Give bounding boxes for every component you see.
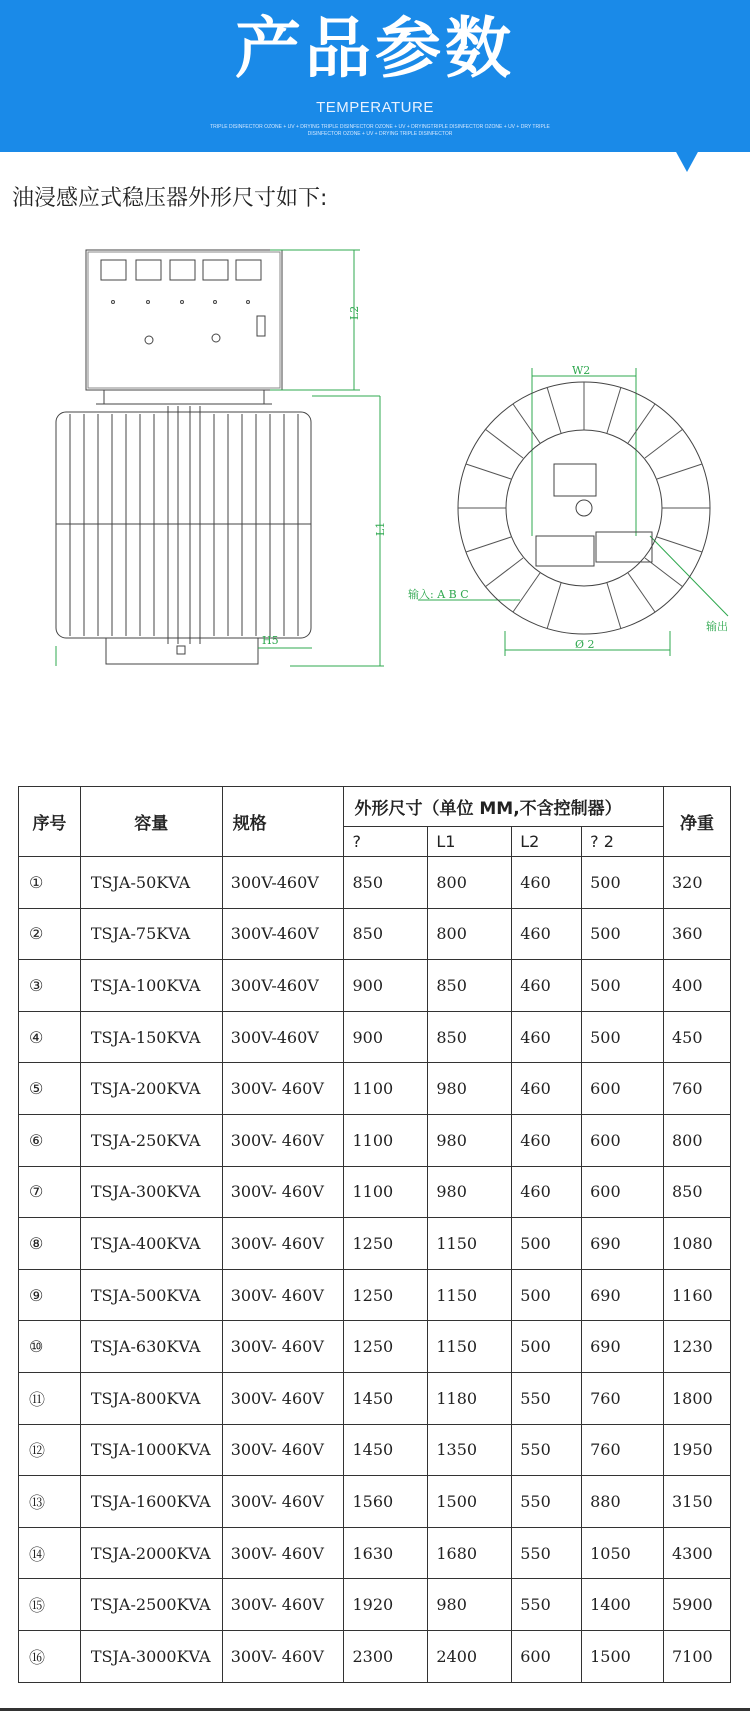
meter-2 <box>136 260 161 280</box>
table-row: ⑭ TSJA-2000KVA 300V- 460V 1630 1680 550 1050 4300 <box>19 1527 731 1579</box>
page-title: 产品参数 <box>235 10 515 87</box>
intro-text: 油浸感应式稳压器外形尺寸如下: <box>12 186 328 211</box>
table-row: ⑨ TSJA-500KVA 300V- 460V 1250 1150 500 690 1160 <box>19 1269 731 1321</box>
subheader-l1: L1 <box>428 827 512 857</box>
page-subtitle: TEMPERATURE <box>316 99 434 116</box>
terminal-block-left <box>536 536 594 566</box>
table-row: ⑧ TSJA-400KVA 300V- 460V 1250 1150 500 690 1080 <box>19 1218 731 1270</box>
cabinet-handle <box>257 316 265 336</box>
banner-tagline: TRIPLE DISINFECTOR OZONE + UV + DRYING TRIPLE DISINFECTOR OZONE + UV + DRYINGTRIPLE DISINFECTOR OZONE + UV + DRY TRIPLE DISINFECTOR OZONE + UV + DRYING TRIPLE DISINFECTOR <box>210 124 550 137</box>
meter-4 <box>203 260 228 280</box>
dimension-drawing <box>0 236 750 736</box>
header-no: 序号 <box>19 787 81 857</box>
radial-fins <box>458 382 710 629</box>
label-input: 输入: A B C <box>408 588 469 601</box>
header-capacity: 容量 <box>80 787 222 857</box>
control-cabinet <box>86 250 282 390</box>
subheader-l2: L2 <box>512 827 582 857</box>
table-row: ⑩ TSJA-630KVA 300V- 460V 1250 1150 500 690 1230 <box>19 1321 731 1373</box>
table-row: ⑦ TSJA-300KVA 300V- 460V 1100 980 460 600 850 <box>19 1166 731 1218</box>
table-row: ① TSJA-50KVA 300V-460V 850 800 460 500 320 <box>19 857 731 909</box>
label-l1: L1 <box>374 521 387 536</box>
subheader-diameter: ? <box>344 827 428 857</box>
table-row: ③ TSJA-100KVA 300V-460V 900 850 460 500 400 <box>19 960 731 1012</box>
indicator-4 <box>214 301 217 304</box>
table-row: ⑫ TSJA-1000KVA 300V- 460V 1450 1350 550 760 1950 <box>19 1424 731 1476</box>
table-row: ⑬ TSJA-1600KVA 300V- 460V 1560 1500 550 880 3150 <box>19 1476 731 1528</box>
terminal-block-right <box>596 532 652 562</box>
indicator-1 <box>112 301 115 304</box>
step-up-knob <box>145 336 153 344</box>
table-row: ⑮ TSJA-2500KVA 300V- 460V 1920 980 550 1400 5900 <box>19 1579 731 1631</box>
transformer-body <box>56 406 311 644</box>
transformer-base <box>106 638 258 664</box>
indicator-2 <box>147 301 150 304</box>
subheader-diameter-2: ? 2 <box>582 827 664 857</box>
table-row: ② TSJA-75KVA 300V-460V 850 800 460 500 360 <box>19 908 731 960</box>
indicator-3 <box>181 301 184 304</box>
base-nameplate <box>177 646 185 654</box>
meter-5 <box>236 260 261 280</box>
motor-block <box>554 464 596 496</box>
meter-panel <box>101 260 261 280</box>
meter-3 <box>170 260 195 280</box>
table-row: ⑪ TSJA-800KVA 300V- 460V 1450 1180 550 760 1800 <box>19 1372 731 1424</box>
header-banner <box>0 0 750 152</box>
header-weight: 净重 <box>664 787 731 857</box>
step-down-knob <box>212 334 220 342</box>
label-phi2: Ø 2 <box>575 638 595 651</box>
spec-table <box>18 786 731 1683</box>
table-row: ⑤ TSJA-200KVA 300V- 460V 1100 980 460 600 760 <box>19 1063 731 1115</box>
label-w2: W2 <box>572 364 591 377</box>
header-spec: 规格 <box>222 787 344 857</box>
label-l2: L2 <box>348 305 361 320</box>
table-row: ⑯ TSJA-3000KVA 300V- 460V 2300 2400 600 1500 7100 <box>19 1630 731 1682</box>
indicator-5 <box>247 301 250 304</box>
banner-pointer <box>675 150 699 172</box>
meter-1 <box>101 260 126 280</box>
spec-table-body <box>19 857 731 1683</box>
label-output: 输出 <box>706 620 728 633</box>
table-row: ⑥ TSJA-250KVA 300V- 460V 1100 980 460 600 800 <box>19 1114 731 1166</box>
table-row: ④ TSJA-150KVA 300V-460V 900 850 460 500 450 <box>19 1011 731 1063</box>
header-dimensions: 外形尺寸（单位 MM,不含控制器） <box>344 787 664 827</box>
label-h5: H5 <box>262 634 279 647</box>
